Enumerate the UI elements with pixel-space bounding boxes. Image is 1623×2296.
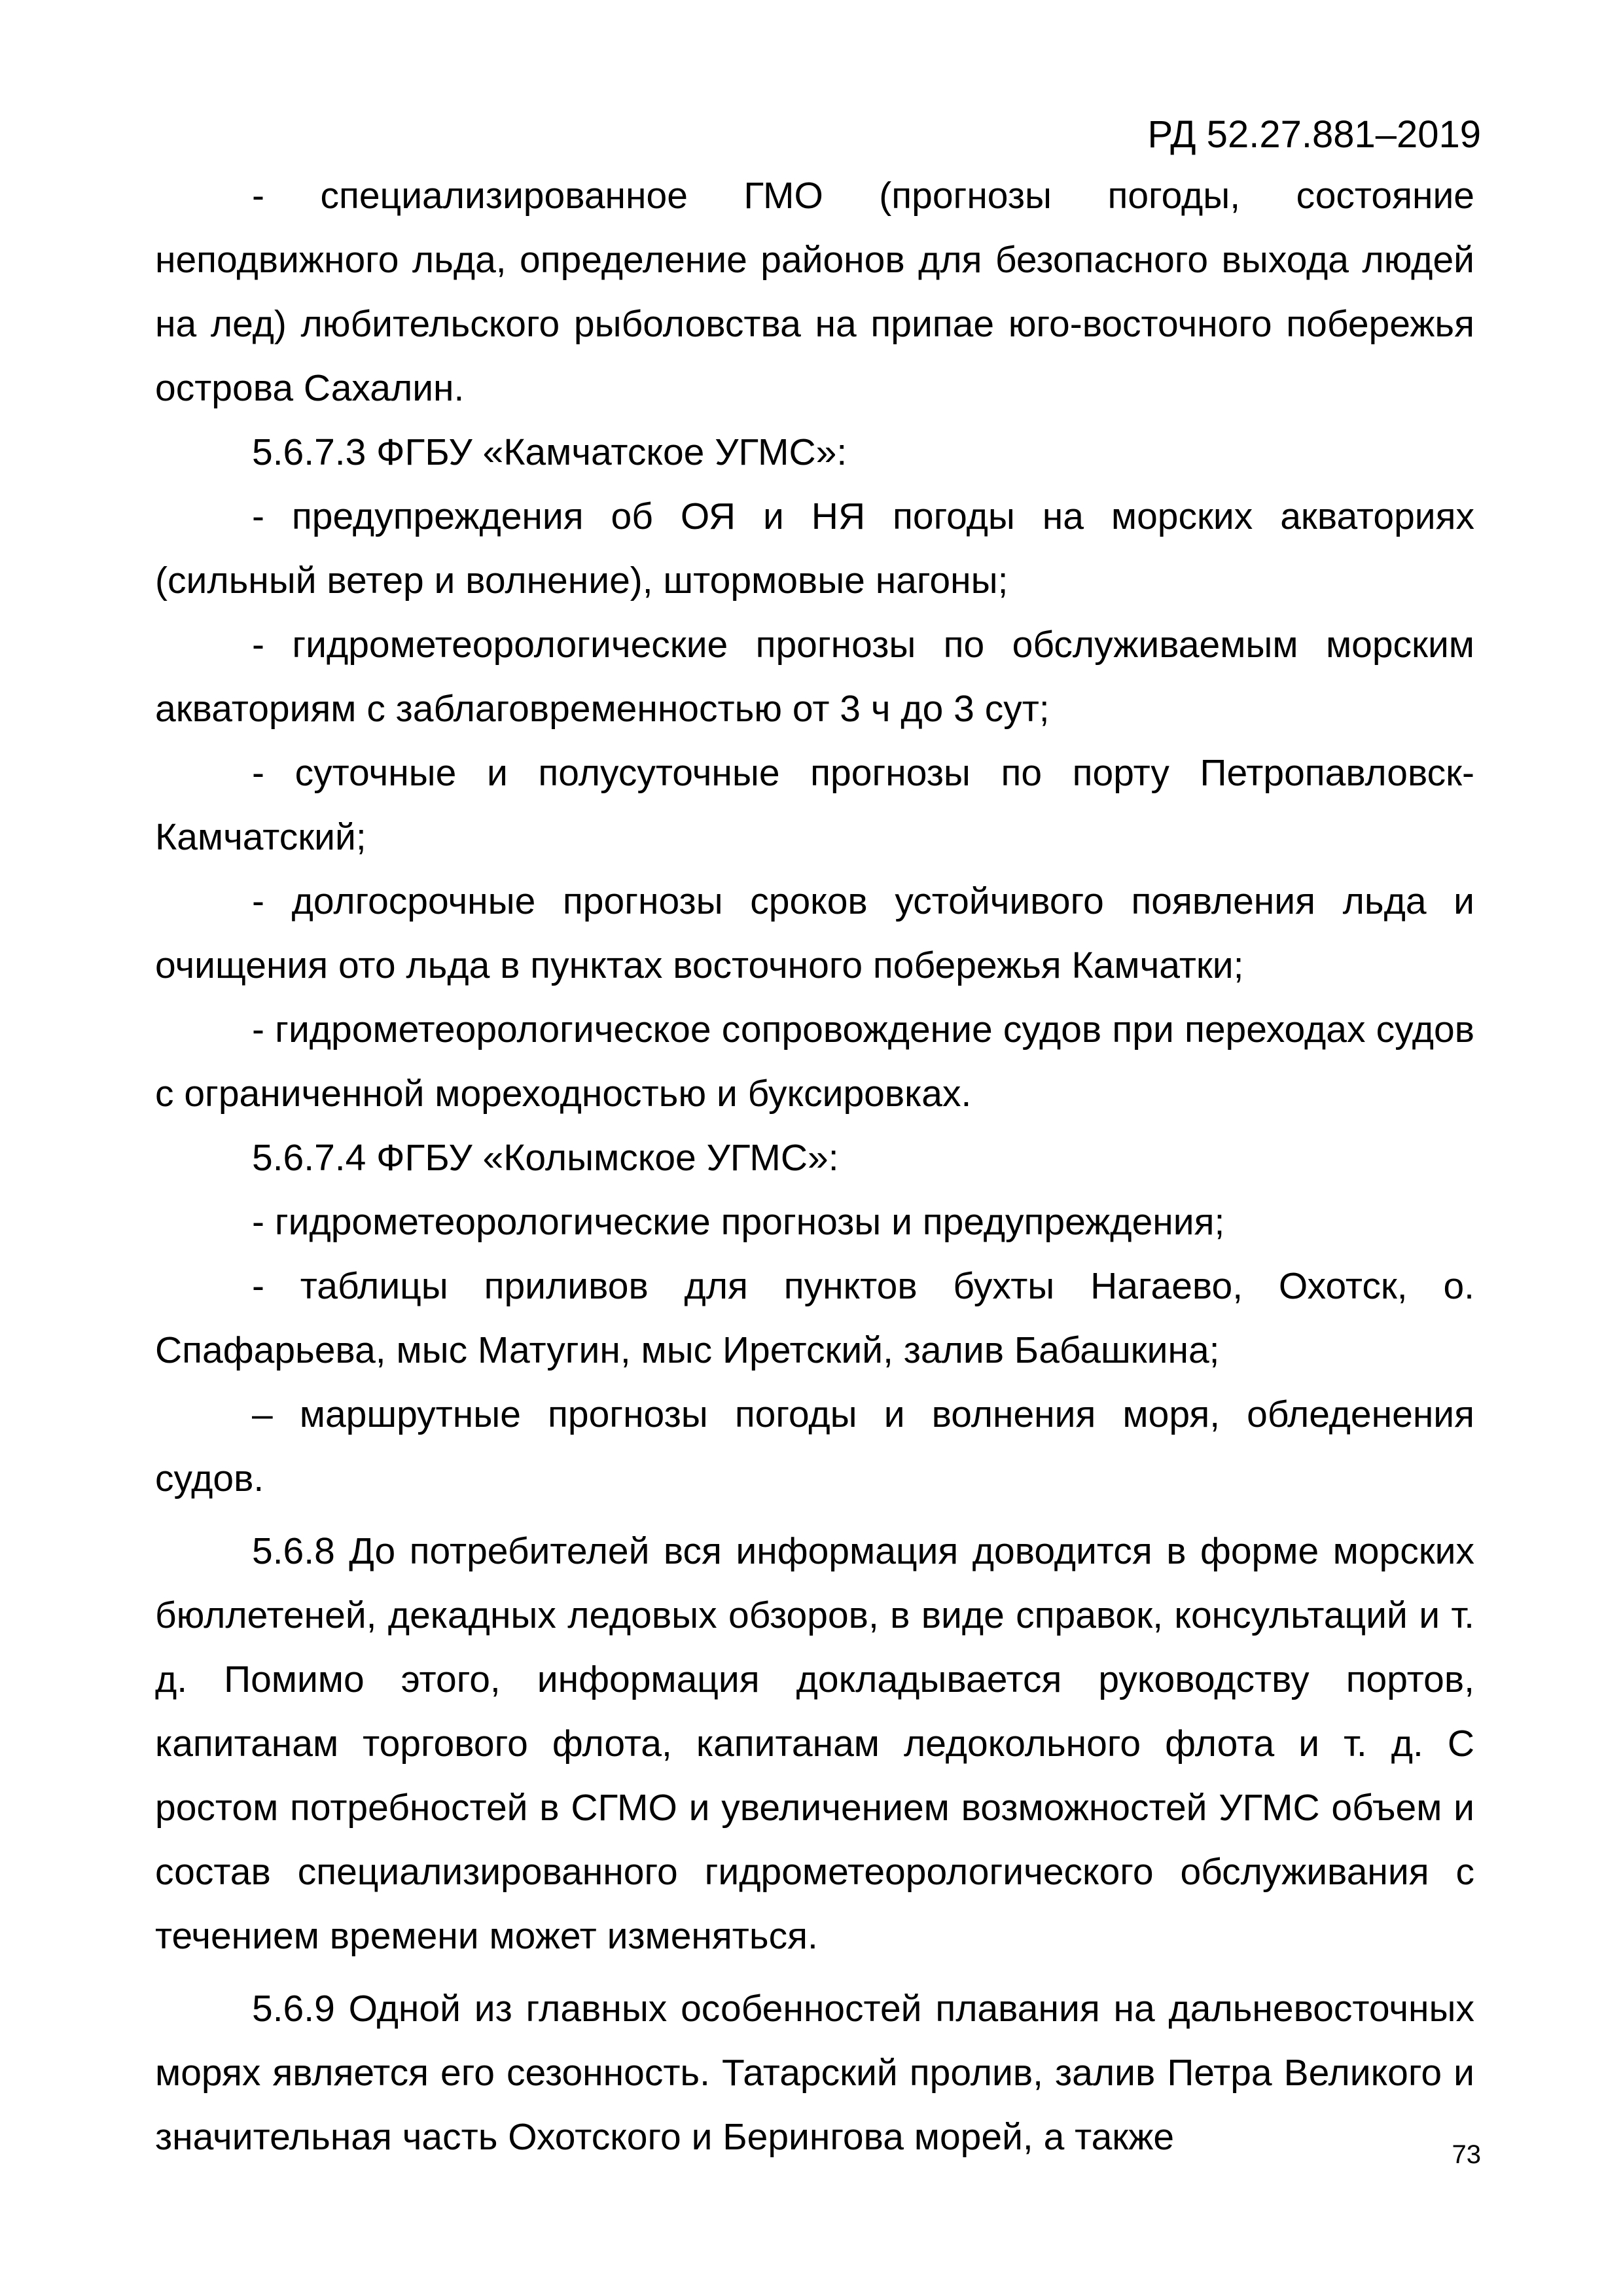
paragraph-kolyma-forecasts: - гидрометеорологические прогнозы и предупреждения;	[252, 1201, 1225, 1243]
paragraph-sakhalin-fishing: - специализированное ГМО (прогнозы погоды, состояние неподвижного льда, определение районов для безопасного выхода людей на лед) любительского рыболовства на припае юго-восточного побережья острова Сахалин.	[155, 175, 1474, 409]
document-code: РД 52.27.881–2019	[1147, 113, 1481, 156]
paragraph-kamchatka-ice: - долгосрочные прогнозы сроков устойчивого появления льда и очищения ото льда в пунктах восточного побережья Камчатки;	[155, 880, 1474, 986]
paragraph-kamchatka-forecasts: - гидрометеорологические прогнозы по обслуживаемым морским акваториям с заблаговременностью от 3 ч до 3 сут;	[155, 624, 1474, 730]
paragraph-kamchatka-warnings: - предупреждения об ОЯ и НЯ погоды на морских акваториях (сильный ветер и волнение), штормовые нагоны;	[155, 495, 1474, 601]
paragraph-section-5-6-8: 5.6.8 До потребителей вся информация доводится в форме морских бюллетеней, декадных ледовых обзоров, в виде справок, консультаций и т. д. Помимо этого, информация докладывается руководству портов, капитанам торгового флота, капитанам ледокольного флота и т. д. С ростом потребностей в СГМО и увеличением возможностей УГМС объем и состав специализированного гидрометеорологического обслуживания с течением времени может изменяться.	[155, 1530, 1474, 1957]
paragraph-kamchatka-port: - суточные и полусуточные прогнозы по порту Петропавловск-Камчатский;	[155, 752, 1474, 858]
page-number: 73	[1452, 2140, 1481, 2169]
paragraph-kolyma-routes: – маршрутные прогнозы погоды и волнения моря, обледенения судов.	[155, 1393, 1474, 1499]
paragraph-kolyma-heading: 5.6.7.4 ФГБУ «Колымское УГМС»:	[252, 1137, 839, 1179]
paragraph-section-5-6-9: 5.6.9 Одной из главных особенностей плавания на дальневосточных морях является его сезонность. Татарский пролив, залив Петра Великого и значительная часть Охотского и Берингова морей, а также	[155, 1988, 1474, 2158]
paragraph-kolyma-tides: - таблицы приливов для пунктов бухты Нагаево, Охотск, о. Спафарьева, мыс Матугин, мыс Иретский, залив Бабашкина;	[155, 1265, 1474, 1371]
paragraph-kamchatka-heading: 5.6.7.3 ФГБУ «Камчатское УГМС»:	[252, 431, 847, 473]
paragraph-kamchatka-escort: - гидрометеорологическое сопровождение судов при переходах судов с ограниченной мореходностью и буксировках.	[155, 1009, 1474, 1115]
body-text	[155, 164, 1474, 2169]
